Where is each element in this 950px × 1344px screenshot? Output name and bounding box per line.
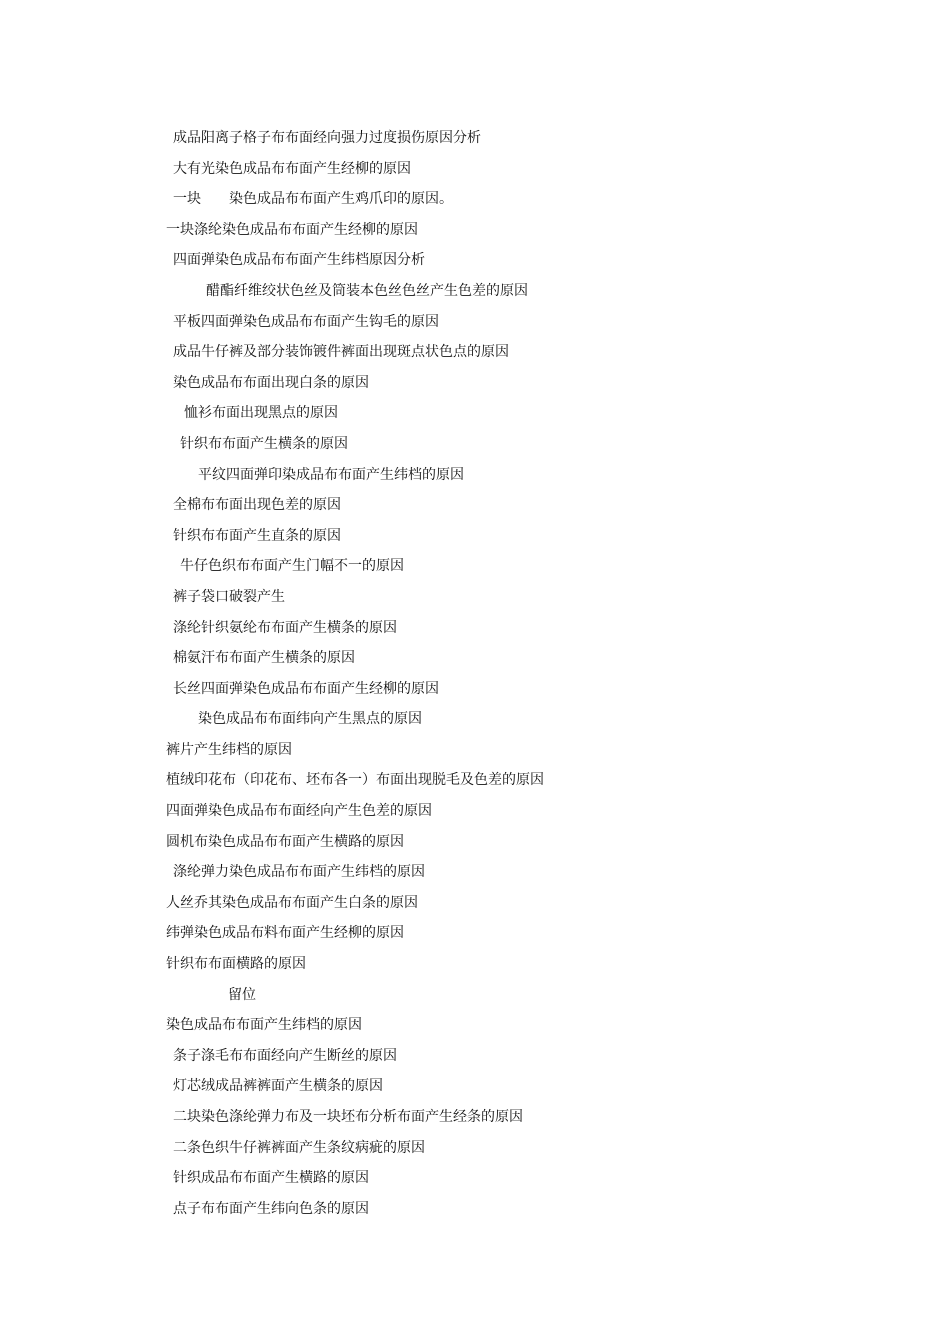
list-item-text: 灯芯绒成品裤裤面产生横条的原因 (173, 1078, 383, 1095)
list-item (166, 1075, 886, 1106)
list-item-text: 长丝四面弹染色成品布布面产生经柳的原因 (173, 680, 439, 697)
list-item-text: 牛仔色织布布面产生门幅不一的原因 (180, 558, 404, 575)
list-item (166, 1198, 886, 1229)
list-item (166, 1014, 886, 1045)
list-item (166, 372, 886, 403)
list-item-text: 植绒印花布（印花布、坯布各一）布面出现脱毛及色差的原因 (166, 772, 544, 789)
list-item-text: 染色成品布布面产生鸡爪印的原因。 (229, 191, 453, 208)
list-item (166, 984, 886, 1015)
list-item (166, 219, 886, 250)
list-item (166, 280, 886, 311)
list-item-text: 针织布布面产生直条的原因 (173, 527, 341, 544)
list-item (166, 127, 886, 158)
list-item-text: 点子布布面产生纬向色条的原因 (173, 1200, 369, 1217)
list-item (166, 158, 886, 189)
list-item-text: 恤衫布面出现黑点的原因 (184, 405, 338, 422)
list-item-text: 棉氨汗布布面产生横条的原因 (173, 650, 355, 667)
list-item (166, 678, 886, 709)
list-item (166, 953, 886, 984)
list-item-text: 裤片产生纬档的原因 (166, 741, 292, 758)
list-item-text: 染色成品布布面出现白条的原因 (173, 374, 369, 391)
list-item (166, 617, 886, 648)
list-item-text: 留位 (228, 986, 256, 1003)
list-item (166, 464, 886, 495)
list-item (166, 525, 886, 556)
list-item (166, 341, 886, 372)
list-item-text: 裤子袋口破裂产生 (173, 588, 285, 605)
list-item-text: 人丝乔其染色成品布布面产生白条的原因 (166, 894, 418, 911)
list-item (166, 1137, 886, 1168)
list-item-text: 平纹四面弹印染成品布布面产生纬档的原因 (198, 466, 464, 483)
list-item (166, 922, 886, 953)
list-item-text: 针织布布面横路的原因 (166, 956, 306, 973)
list-item-text: 纬弹染色成品布料布面产生经柳的原因 (166, 925, 404, 942)
list-item-text: 平板四面弹染色成品布布面产生钩毛的原因 (173, 313, 439, 330)
list-item (166, 861, 886, 892)
list-item-text: 一块涤纶染色成品布布面产生经柳的原因 (166, 221, 418, 238)
list-item-text: 二块染色涤纶弹力布及一块坯布分析布面产生经条的原因 (173, 1109, 523, 1125)
list-item-text: 成品阳离子格子布布面经向强力过度损伤原因分析 (173, 130, 481, 146)
list-item-text: 针织布布面产生横条的原因 (180, 435, 348, 452)
list-item (166, 800, 886, 831)
list-item-text: 四面弹染色成品布布面经向产生色差的原因 (166, 803, 432, 820)
list-item-text: 全棉布布面出现色差的原因 (173, 497, 341, 514)
list-item-text: 涤纶弹力染色成品布布面产生纬档的原因 (173, 864, 425, 881)
list-item-text: 一块 (173, 191, 201, 208)
list-item (166, 892, 886, 923)
list-item (166, 586, 886, 617)
list-item-text: 成品牛仔裤及部分装饰镀件裤面出现斑点状色点的原因 (173, 344, 509, 361)
list-item (166, 494, 886, 525)
list-item (166, 555, 886, 586)
list-item (166, 1106, 886, 1137)
list-item-text: 四面弹染色成品布布面产生纬档原因分析 (173, 252, 425, 269)
list-item-text: 染色成品布布面纬向产生黑点的原因 (198, 711, 422, 728)
list-item (166, 249, 886, 280)
list-item (166, 311, 886, 342)
list-item (166, 1045, 886, 1076)
cause-analysis-list (166, 127, 886, 1228)
list-item (166, 708, 886, 739)
list-item (166, 433, 886, 464)
list-item (166, 402, 886, 433)
list-item-text: 涤纶针织氨纶布布面产生横条的原因 (173, 619, 397, 636)
list-item-text: 大有光染色成品布布面产生经柳的原因 (173, 160, 411, 177)
list-item-text: 条子涤毛布布面经向产生断丝的原因 (173, 1047, 397, 1064)
list-item (166, 831, 886, 862)
list-item (166, 739, 886, 770)
list-item-text: 针织成品布布面产生横路的原因 (173, 1170, 369, 1187)
list-item (166, 188, 886, 219)
list-item-text: 醋酯纤维绞状色丝及筒装本色丝色丝产生色差的原因 (206, 282, 528, 299)
list-item (166, 1167, 886, 1198)
list-item (166, 769, 886, 800)
list-item (166, 647, 886, 678)
list-item-text: 二条色织牛仔裤裤面产生条纹病疵的原因 (173, 1139, 425, 1156)
list-item-text: 染色成品布布面产生纬档的原因 (166, 1017, 362, 1034)
list-item-text: 圆机布染色成品布布面产生横路的原因 (166, 833, 404, 850)
